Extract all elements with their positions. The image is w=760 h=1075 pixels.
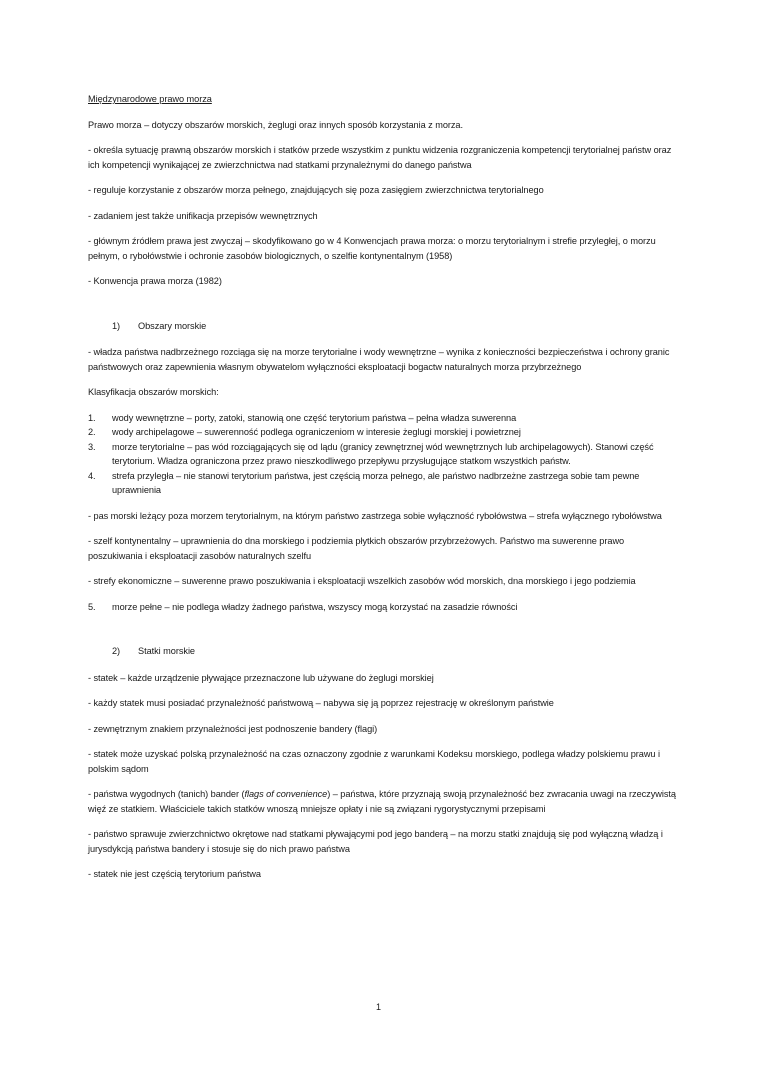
list-item — [88, 600, 678, 615]
document-title: Międzynarodowe prawo morza — [88, 94, 212, 104]
list-number: 5. — [88, 601, 96, 612]
list-number: 3. — [88, 441, 96, 452]
section-heading-2 — [88, 644, 678, 659]
paragraph: - szelf kontynentalny – uprawnienia do dna morskiego i podziemia płytkich obszarów przybrzeżowych. Państwo ma suwerenne prawo poszukiwania i eksploatacji zasobów naturalnych szelfu — [88, 536, 625, 561]
list-number: 2. — [88, 427, 96, 437]
list-text: morze terytorialne – pas wód rozciągających się od lądu (granicy zewnętrznej wód wewnętrznych lub archipelagowych). Stanowi część terytorium. Władza ograniczona przez prawo nieszkodliwego przepływu przysługujące statkom wszystkich państw. — [112, 441, 654, 466]
list-item — [88, 469, 678, 498]
bullet-paragraph: - Konwencja prawa morza (1982) — [88, 276, 222, 286]
text-run: ) – państwa, które przyznają swoją przynależność bez zwracania uwagi na rzeczywistą więź ze statkiem. Właściciele takich statków wnoszą mniejsze opłaty i nie są związani rygorystycznymi przepisami — [88, 789, 676, 814]
bullet-paragraph: - określa sytuację prawną obszarów morskich i statków przede wszystkim z punktu widzenia rozgraniczenia kompetencji terytorialnej państw oraz ich kompetencji wynikającej ze zwierzchnictwa nad statkami przynależnymi do danego państwa — [88, 145, 672, 170]
list-text: wody archipelagowe – suwerenność podlega ograniczeniom w interesie żeglugi morskiej i powietrznej — [112, 427, 521, 437]
bullet-paragraph: - reguluje korzystanie z obszarów morza pełnego, znajdujących się poza zasięgiem zwierzchnictwa terytorialnego — [88, 185, 544, 195]
page-number: 1 — [376, 1002, 382, 1012]
intro-paragraph: Prawo morza – dotyczy obszarów morskich, żeglugi oraz innych sposób korzystania z morza. — [88, 119, 463, 130]
list-item — [88, 411, 678, 426]
section-number: 2) — [112, 646, 121, 656]
list-number: 4. — [88, 470, 96, 481]
paragraph: - strefy ekonomiczne – suwerenne prawo poszukiwania i eksploatacji wszelkich zasobów wód morskich, dna morskiego i jego podziemia — [88, 576, 636, 586]
classification-list — [88, 411, 678, 498]
paragraph: - państwo sprawuje zwierzchnictwo okrętowe nad statkami pływającymi pod jego banderą – na morzu statki znajdują się pod wyłączną władzą i jurysdykcją państwa bandery i stosuje się do nich prawo państwa — [88, 829, 663, 854]
paragraph: - każdy statek musi posiadać przynależność państwową – nabywa się ją poprzez rejestrację w określonym państwie — [88, 698, 554, 708]
italic-term: flags of convenience — [244, 789, 328, 799]
list-item — [88, 425, 678, 440]
list-item — [88, 440, 678, 469]
paragraph: - władza państwa nadbrzeżnego rozciąga się na morze terytorialne i wody wewnętrzne – wynika z konieczności bezpieczeństwa i ochrony granic państwowych oraz zapewnienia własnym obywatelom wyłączności eksploatacji bogactw naturalnych morza przybrzeżnego — [88, 347, 670, 372]
section-title: Obszary morskie — [138, 320, 207, 331]
paragraph: - statek nie jest częścią terytorium państwa — [88, 869, 261, 879]
paragraph: - pas morski leżący poza morzem terytorialnym, na którym państwo zastrzega sobie wyłączność rybołówstwa – strefa wyłącznego rybołówstwa — [88, 510, 662, 521]
paragraph — [88, 787, 678, 816]
section-heading-1 — [88, 319, 678, 334]
list-text: strefa przyległa – nie stanowi terytorium państwa, jest częścią morza pełnego, ale państwo nadbrzeżne zastrzega sobie tam pewne uprawnienia — [112, 470, 640, 495]
list-text: wody wewnętrzne – porty, zatoki, stanowią one część terytorium państwa – pełna władza suwerenna — [112, 412, 517, 423]
paragraph: - statek może uzyskać polską przynależność na czas oznaczony zgodnie z warunkami Kodeksu morskiego, podlega władzy polskiemu prawu i polskim sądom — [88, 749, 660, 774]
list-number: 1. — [88, 412, 96, 423]
section-title: Statki morskie — [138, 646, 195, 656]
document-body — [88, 92, 678, 893]
section-number: 1) — [112, 320, 121, 331]
paragraph: - statek – każde urządzenie pływające przeznaczone lub używane do żeglugi morskiej — [88, 672, 434, 683]
bullet-paragraph: - głównym źródłem prawa jest zwyczaj – skodyfikowano go w 4 Konwencjach prawa morza: o morzu terytorialnym i strefie przyległej, o morzu pełnym, o rybołówstwie i ochronie zasobów biologicznych, o szelfie kontynentalnym (1958) — [88, 236, 656, 261]
classification-label: Klasyfikacja obszarów morskich: — [88, 387, 219, 397]
text-run: - państwa wygodnych (tanich) bander ( — [88, 789, 245, 799]
bullet-paragraph: - zadaniem jest także unifikacja przepisów wewnętrznych — [88, 210, 318, 221]
paragraph: - zewnętrznym znakiem przynależności jest podnoszenie bandery (flagi) — [88, 723, 378, 734]
list-text: morze pełne – nie podlega władzy żadnego państwa, wszyscy mogą korzystać na zasadzie równości — [112, 601, 518, 612]
